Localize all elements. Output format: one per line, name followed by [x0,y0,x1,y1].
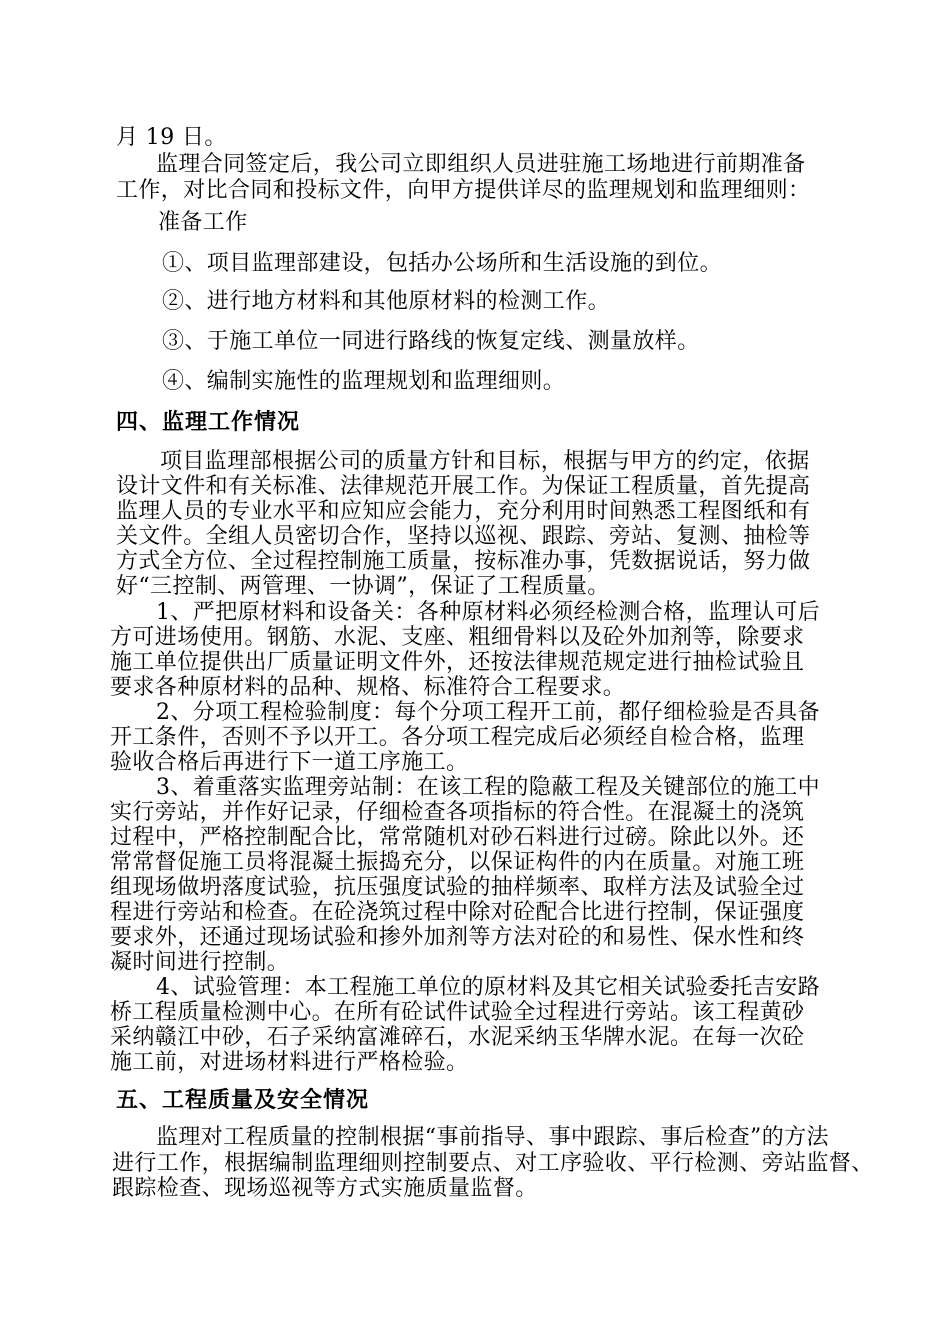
paragraph-line: 月 19 日。 [116,125,227,150]
paragraph-line: 工作，对比合同和投标文件，向甲方提供详尽的监理规划和监理细则： [116,178,811,203]
paragraph-line: 进行工作，根据编制监理细则控制要点、对工序验收、平行检测、旁站监督、 [112,1151,874,1176]
paragraph-line: 监理对工程质量的控制根据“事前指导、事中跟踪、事后检查”的方法 [156,1125,829,1150]
paragraph-line: 关文件。全组人员密切合作，坚持以巡视、跟踪、旁站、复测、抽检等 [116,524,811,549]
paragraph-line: 采纳赣江中砂，石子采纳富滩碎石，水泥采纳玉华牌水泥。在每一次砼 [110,1025,805,1050]
paragraph-line: 监理合同签定后，我公司立即组织人员进驻施工场地进行前期准备 [156,152,806,177]
paragraph-line: 验收合格后再进行下一道工序施工。 [110,750,469,775]
paragraph-line: 2、分项工程检验制度：每个分项工程开工前，都仔细检验是否具备 [156,700,820,725]
paragraph-line: 凝时间进行控制。 [110,950,290,975]
paragraph-line: 项目监理部根据公司的质量方针和目标，根据与甲方的约定，依据 [160,449,810,474]
section-heading-4: 四、监理工作情况 [116,410,301,435]
paragraph-line: 要求各种原材料的品种、规格、标准符合工程要求。 [110,675,626,700]
paragraph-line: 程进行旁站和检查。在砼浇筑过程中除对砼配合比进行控制，保证强度 [110,900,805,925]
prep-item: ③、于施工单位一同进行路线的恢复定线、测量放样。 [162,329,700,354]
paragraph-line: 过程中，严格控制配合比，常常随机对砂石料进行过磅。除此以外。还 [110,825,805,850]
prep-title: 准备工作 [158,210,248,235]
paragraph-line: 3、着重落实监理旁站制：在该工程的隐蔽工程及关键部位的施工中 [156,775,820,800]
paragraph-line: 好“三控制、两管理、一协调”，保证了工程质量。 [116,574,610,599]
section-heading-5: 五、工程质量及安全情况 [116,1088,370,1113]
paragraph-line: 1、严把原材料和设备关：各种原材料必须经检测合格，监理认可后 [156,600,820,625]
prep-item: ①、项目监理部建设，包括办公场所和生活设施的到位。 [162,251,723,276]
paragraph-line: 设计文件和有关标准、法律规范开展工作。为保证工程质量，首先提高 [116,474,811,499]
paragraph-line: 实行旁站，并作好记录，仔细检查各项指标的符合性。在混凝土的浇筑 [110,800,805,825]
paragraph-line: 监理人员的专业水平和应知应会能力，充分利用时间熟悉工程图纸和有 [116,499,811,524]
paragraph-line: 要求外，还通过现场试验和掺外加剂等方法对砼的和易性、保水性和终 [110,925,805,950]
paragraph-line: 开工条件，否则不予以开工。各分项工程完成后必须经自检合格，监理 [110,725,805,750]
prep-item: ④、编制实施性的监理规划和监理细则。 [162,369,566,394]
paragraph-line: 方式全方位、全过程控制施工质量，按标准办事，凭数据说话，努力做 [116,549,811,574]
paragraph-line: 桥工程质量检测中心。在所有砼试件试验全过程进行旁站。该工程黄砂 [110,1000,805,1025]
prep-item: ②、进行地方材料和其他原材料的检测工作。 [162,289,611,314]
paragraph-line: 跟踪检查、现场巡视等方式实施质量监督。 [112,1176,538,1201]
paragraph-line: 方可进场使用。钢筋、水泥、支座、粗细骨料以及砼外加剂等，除要求 [110,625,805,650]
paragraph-line: 常常督促施工员将混凝土振捣充分，以保证构件的内在质量。对施工班 [110,850,805,875]
paragraph-line: 施工前，对进场材料进行严格检验。 [110,1050,469,1075]
paragraph-line: 4、试验管理：本工程施工单位的原材料及其它相关试验委托吉安路 [156,975,820,1000]
paragraph-line: 施工单位提供出厂质量证明文件外，还按法律规范规定进行抽检试验且 [110,650,805,675]
paragraph-line: 组现场做坍落度试验，抗压强度试验的抽样频率、取样方法及试验全过 [110,875,805,900]
